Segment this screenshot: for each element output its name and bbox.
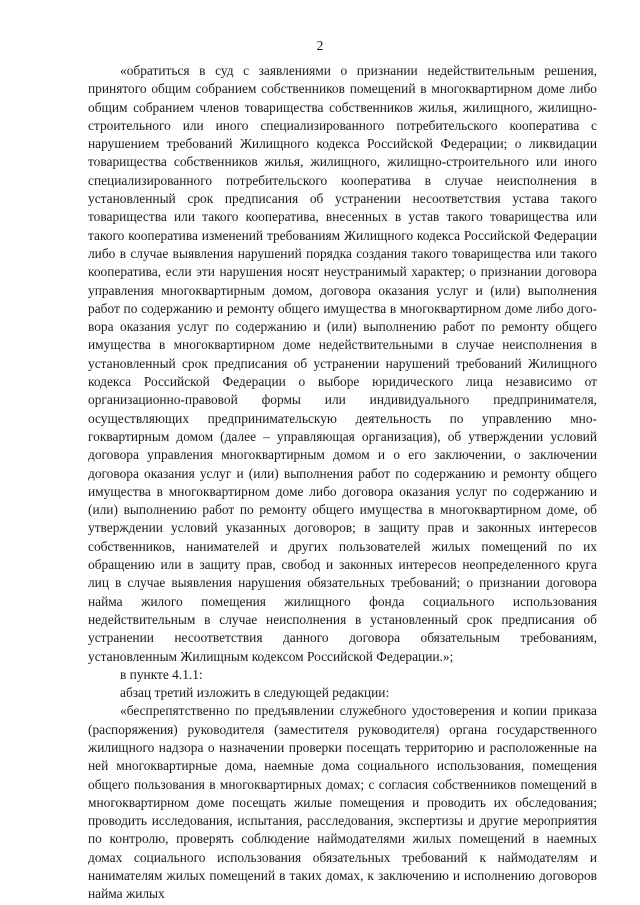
page-number: 2 [316, 38, 324, 53]
paragraph-lawsuit-grounds: «обратиться в суд с заявлениями о признании недействительным решения, принятого общим собранием собственников помещений в многоквартирном доме либо общим собранием членов товарищества собственников жилья, жилищного, жилищно-строительного или иного специализированного потребительского кооператива с нарушением требований Жилищного кодекса Российской Федерации; о ликвидации товарищества собственников жилья, жилищного, жилищно-строительного или иного специализированного потребительского кооператива в случае неисполнения в установленный срок предписания об устранении несоответствия устава такого товарищества или такого кооператива, внесенных в устав такого товарищества или такого кооператива изменений требованиям Жилищного кодекса Российской Федерации либо в случае выявления нарушений порядка создания такого товарищества или такого кооператива, если эти нарушения носят неустранимый характер; о признании договора управления многоквартирным домом, договора оказания услуг и (или) выполнения работ по содержанию и ремонту общего имущества в многоквартирном доме либо договора оказания услуг по содержанию и (или) выполнению работ по ремонту общего имущества в многоквартирном доме недействительными в случае неисполнения в установленный срок предписания об устранении нарушений требований Жилищного кодекса Российской Федерации о выборе юридического лица независимо от организационно-правовой формы или индивидуального предпринимателя, осуществляющих предпринимательскую деятельность по управлению многоквартирным домом (далее – управляющая организация), об утверждении условий договора управления многоквартирным домом и о его заключении, о заключении договора оказания услуг и (или) выполнения работ по содержанию и ремонту общего имущества в многоквартирном доме либо договора оказания услуг по содержанию и (или) выполнению работ по ремонту общего имущества в многоквартирном доме, об утверждении условий указанных договоров; в защиту прав и законных интересов собственников, нанимателей и других пользователей жилых помещений по их обращению или в защиту прав, свобод и законных интересов неопределенного круга лиц в случае выявления нарушения обязательных требований; о признании договора найма жилого помещения жилищного фонда социального использования недействительным в случае неисполнения в установленный срок предписания об устранении несоответствия данного договора обязательным требованиям, установленным Жилищным кодексом Российской Федерации.»; [88, 63, 597, 664]
paragraph-clause-reference: в пункте 4.1.1: [120, 666, 203, 682]
document-body [88, 62, 597, 904]
paragraph-amendment-instruction: абзац третий изложить в следующей редакции: [120, 685, 390, 701]
paragraph-inspection-rights: «беспрепятственно по предъявлении служебного удостоверения и копии приказа (распоряжения) руководителя (заместителя руководителя) органа государственного жилищного надзора о назначении проверки посещать территорию и расположенные на ней многоквартирные дома, наемные дома социального использования, помещения общего пользования в многоквартирных домах; с согласия собственников помещений в многоквартирном доме посещать жилые помещения и проводить их обследования; проводить исследования, испытания, расследования, экспертизы и другие мероприятия по контролю, проверять соблюдение наймодателями жилых помещений в наемных домах социального использования обязательных требований к наймодателям и нанимателям жилых помещений в таких домах, к заключению и исполнению договоров найма жилых [88, 703, 597, 902]
